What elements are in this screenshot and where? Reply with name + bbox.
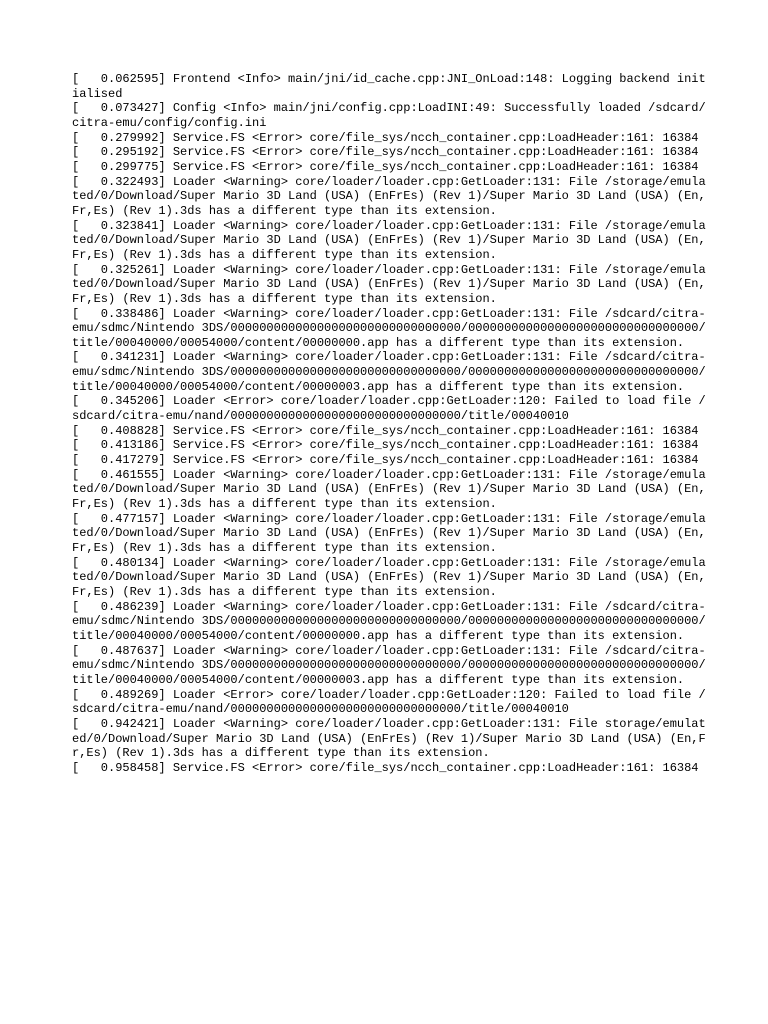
log-entry: [ 0.323841] Loader <Warning> core/loader/loader.cpp:GetLoader:131: File /storage/emulated/0/Download/Super Mario 3D Land (USA) (EnFrEs) (Rev 1)/Super Mario 3D Land (USA) (En,Fr,Es) (Rev 1).3ds has a different type than its extension. [72, 218, 706, 262]
log-entry: [ 0.073427] Config <Info> main/jni/config.cpp:LoadINI:49: Successfully loaded /sdcard/citra-emu/config/config.ini [72, 101, 706, 130]
log-entry: [ 0.325261] Loader <Warning> core/loader/loader.cpp:GetLoader:131: File /storage/emulated/0/Download/Super Mario 3D Land (USA) (EnFrEs) (Rev 1)/Super Mario 3D Land (USA) (En,Fr,Es) (Rev 1).3ds has a different type than its extension. [72, 262, 706, 306]
log-entry: [ 0.345206] Loader <Error> core/loader/loader.cpp:GetLoader:120: Failed to load file /sdcard/citra-emu/nand/00000000000000000000000000000000/title/00040010 [72, 394, 706, 424]
log-entry: [ 0.299775] Service.FS <Error> core/file_sys/ncch_container.cpp:LoadHeader:161: 16384 [72, 159, 699, 174]
log-entry: [ 0.461555] Loader <Warning> core/loader/loader.cpp:GetLoader:131: File /storage/emulated/0/Download/Super Mario 3D Land (USA) (EnFrEs) (Rev 1)/Super Mario 3D Land (USA) (En,Fr,Es) (Rev 1).3ds has a different type than its extension. [72, 467, 706, 512]
log-entry: [ 0.480134] Loader <Warning> core/loader/loader.cpp:GetLoader:131: File /storage/emulated/0/Download/Super Mario 3D Land (USA) (EnFrEs) (Rev 1)/Super Mario 3D Land (USA) (En,Fr,Es) (Rev 1).3ds has a different type than its extension. [72, 555, 706, 599]
log-entry: [ 0.942421] Loader <Warning> core/loader/loader.cpp:GetLoader:131: File storage/emulated/0/Download/Super Mario 3D Land (USA) (EnFrEs) (Rev 1)/Super Mario 3D Land (USA) (En,Fr,Es) (Rev 1).3ds has a different type than its extension. [72, 716, 706, 761]
log-entry: [ 0.338486] Loader <Warning> core/loader/loader.cpp:GetLoader:131: File /sdcard/citra-emu/sdmc/Nintendo 3DS/00000000000000000000000000000000/00000000000000000000000000000000/title/00040000/00054000/content/00000000.app has a different type than its extension. [72, 306, 706, 350]
log-entry: [ 0.413186] Service.FS <Error> core/file_sys/ncch_container.cpp:LoadHeader:161: 16384 [72, 438, 699, 453]
log-entry: [ 0.062595] Frontend <Info> main/jni/id_cache.cpp:JNI_OnLoad:148: Logging backend initialised [72, 72, 706, 101]
log-entry: [ 0.417279] Service.FS <Error> core/file_sys/ncch_container.cpp:LoadHeader:161: 16384 [72, 453, 699, 468]
log-entry: [ 0.341231] Loader <Warning> core/loader/loader.cpp:GetLoader:131: File /sdcard/citra-emu/sdmc/Nintendo 3DS/00000000000000000000000000000000/00000000000000000000000000000000/title/00040000/00054000/content/00000003.app has a different type than its extension. [72, 350, 706, 394]
log-entry: [ 0.279992] Service.FS <Error> core/file_sys/ncch_container.cpp:LoadHeader:161: 16384 [72, 130, 699, 145]
log-view [72, 72, 712, 776]
log-entry: [ 0.958458] Service.FS <Error> core/file_sys/ncch_container.cpp:LoadHeader:161: 16384 [72, 760, 699, 775]
log-entry: [ 0.487637] Loader <Warning> core/loader/loader.cpp:GetLoader:131: File /sdcard/citra-emu/sdmc/Nintendo 3DS/00000000000000000000000000000000/00000000000000000000000000000000/title/00040000/00054000/content/00000003.app has a different type than its extension. [72, 643, 706, 687]
log-entry: [ 0.322493] Loader <Warning> core/loader/loader.cpp:GetLoader:131: File /storage/emulated/0/Download/Super Mario 3D Land (USA) (EnFrEs) (Rev 1)/Super Mario 3D Land (USA) (En,Fr,Es) (Rev 1).3ds has a different type than its extension. [72, 174, 706, 218]
log-entry: [ 0.489269] Loader <Error> core/loader/loader.cpp:GetLoader:120: Failed to load file /sdcard/citra-emu/nand/00000000000000000000000000000000/title/00040010 [72, 687, 706, 717]
log-entry: [ 0.486239] Loader <Warning> core/loader/loader.cpp:GetLoader:131: File /sdcard/citra-emu/sdmc/Nintendo 3DS/00000000000000000000000000000000/00000000000000000000000000000000/title/00040000/00054000/content/00000000.app has a different type than its extension. [72, 599, 706, 643]
log-entry: [ 0.295192] Service.FS <Error> core/file_sys/ncch_container.cpp:LoadHeader:161: 16384 [72, 145, 699, 160]
log-entry: [ 0.477157] Loader <Warning> core/loader/loader.cpp:GetLoader:131: File /storage/emulated/0/Download/Super Mario 3D Land (USA) (EnFrEs) (Rev 1)/Super Mario 3D Land (USA) (En,Fr,Es) (Rev 1).3ds has a different type than its extension. [72, 511, 706, 555]
log-entry: [ 0.408828] Service.FS <Error> core/file_sys/ncch_container.cpp:LoadHeader:161: 16384 [72, 423, 699, 438]
